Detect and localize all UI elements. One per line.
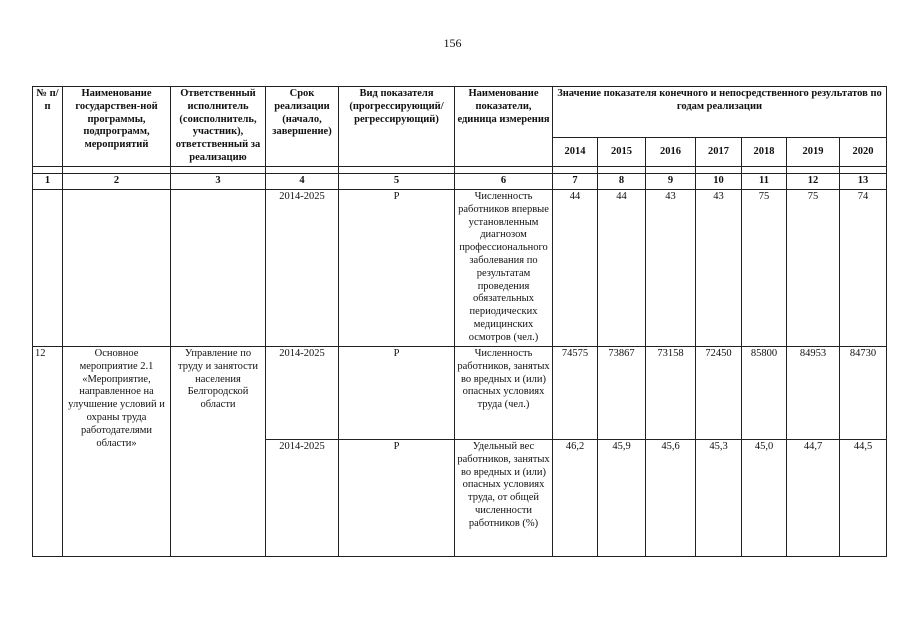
row-value-2019: 44,7 [787,440,840,557]
column-number: 3 [171,174,266,190]
row-value-2017: 45,3 [696,440,742,557]
table-row [33,347,887,440]
row-responsible [171,190,266,347]
row-value-2016: 45,6 [646,440,696,557]
year-2014: 2014 [553,138,598,167]
column-number: 4 [266,174,339,190]
row-program-name: Основное мероприятие 2.1 «Мероприятие, направленное на улучшение условий и охраны труда работодателями области» [63,347,171,557]
year-2016: 2016 [646,138,696,167]
column-number: 11 [742,174,787,190]
row-value-2019: 75 [787,190,840,347]
row-term: 2014-2025 [266,347,339,440]
column-number: 12 [787,174,840,190]
row-value-2018: 85800 [742,347,787,440]
row-term: 2014-2025 [266,440,339,557]
row-value-2016: 43 [646,190,696,347]
column-number-row [33,174,887,190]
column-number: 1 [33,174,63,190]
header-indicator-name: Наименование показатели, единица измерения [455,87,553,167]
year-2019: 2019 [787,138,840,167]
row-value-2020: 74 [840,190,887,347]
row-value-2016: 73158 [646,347,696,440]
row-indicator-type: Р [339,190,455,347]
column-number: 2 [63,174,171,190]
header-values-group: Значение показателя конечного и непосредственного результатов по годам реализации [553,87,887,138]
row-value-2017: 72450 [696,347,742,440]
row-indicator-type: Р [339,347,455,440]
column-number: 8 [598,174,646,190]
row-value-2014: 44 [553,190,598,347]
column-number: 5 [339,174,455,190]
year-2015: 2015 [598,138,646,167]
header-num: № п/п [33,87,63,167]
row-responsible: Управление по труду и занятости населения Белгородской области [171,347,266,557]
header-responsible: Ответственный исполнитель (соисполнитель, участник), ответственный за реализацию [171,87,266,167]
header-term: Срок реализации (начало, завершение) [266,87,339,167]
row-value-2017: 43 [696,190,742,347]
column-number: 6 [455,174,553,190]
row-value-2020: 44,5 [840,440,887,557]
row-value-2018: 75 [742,190,787,347]
row-value-2015: 73867 [598,347,646,440]
row-value-2014: 46,2 [553,440,598,557]
row-value-2015: 45,9 [598,440,646,557]
row-value-2019: 84953 [787,347,840,440]
column-number: 7 [553,174,598,190]
row-indicator-name: Численность работников впервые установленным диагнозом профессионального заболевания по результатам проведения обязательных периодических медицинских осмотров (чел.) [455,190,553,347]
header-name: Наименование государствен-ной программы, подпрограмм, мероприятий [63,87,171,167]
row-indicator-name: Удельный вес работников, занятых во вредных и (или) опасных условиях труда, от общей численности работников (%) [455,440,553,557]
row-program-name [63,190,171,347]
column-number: 9 [646,174,696,190]
indicators-table [32,86,887,557]
column-number: 10 [696,174,742,190]
row-indicator-type: Р [339,440,455,557]
row-value-2018: 45,0 [742,440,787,557]
row-num: 12 [33,347,63,557]
year-2018: 2018 [742,138,787,167]
row-value-2015: 44 [598,190,646,347]
header-indicator-type: Вид показателя (прогрессирующий/ регрессирующий) [339,87,455,167]
year-2020: 2020 [840,138,887,167]
row-value-2014: 74575 [553,347,598,440]
year-2017: 2017 [696,138,742,167]
separator-row [33,167,887,174]
table-row [33,190,887,347]
header-row [33,87,887,138]
page-number: 156 [443,36,462,50]
row-term: 2014-2025 [266,190,339,347]
row-num [33,190,63,347]
row-indicator-name: Численность работников, занятых во вредных и (или) опасных условиях труда (чел.) [455,347,553,440]
row-value-2020: 84730 [840,347,887,440]
column-number: 13 [840,174,887,190]
